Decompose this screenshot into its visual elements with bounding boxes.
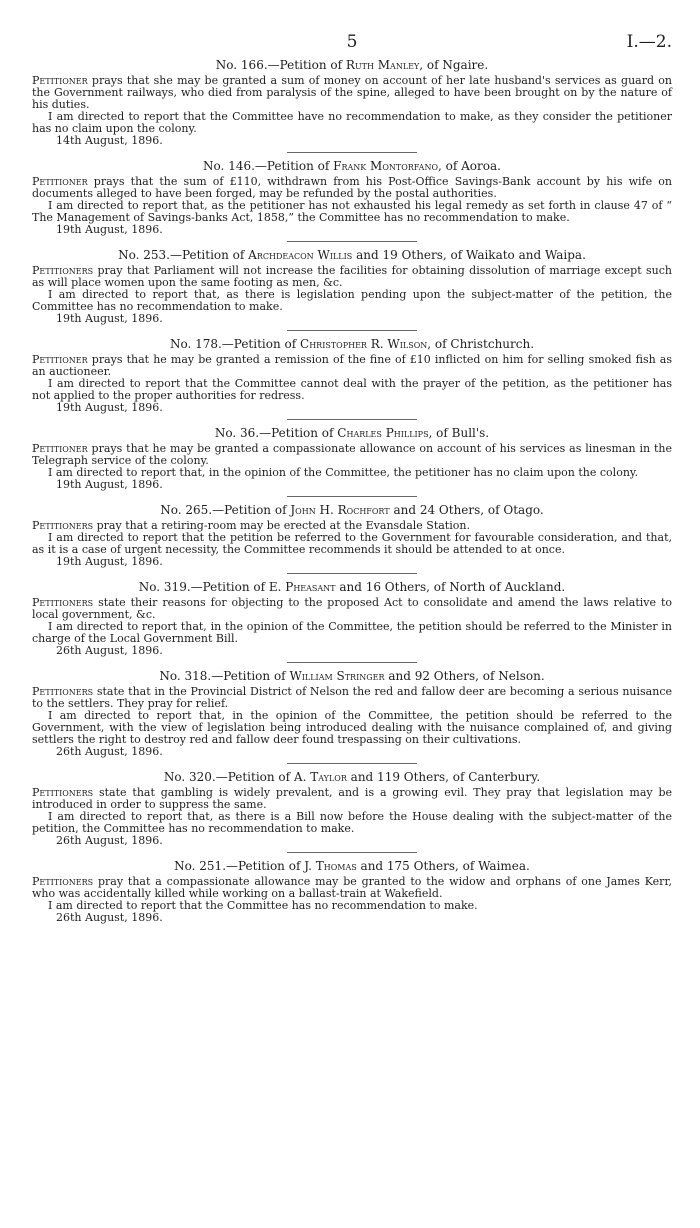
petition-entry <box>32 770 672 853</box>
page-header <box>32 30 672 52</box>
petition-title <box>32 503 672 517</box>
petition-entry <box>32 669 672 764</box>
petition-body: pray that a retiring-room may be erected at the Evansdale Station. <box>93 519 470 532</box>
petition-origin: and 19 Others, of Waikato and Waipa. <box>352 248 586 262</box>
petition-entry <box>32 159 672 242</box>
page-reference: I.—2. <box>626 32 672 52</box>
petition-list <box>32 58 672 924</box>
petition-lead-word: Petitioners <box>32 264 94 277</box>
petition-entry <box>32 58 672 153</box>
petition-title <box>32 337 672 351</box>
committee-report: I am directed to report that the Committee have no recommendation to make, as they consider the petitioner has no claim upon the colony. <box>32 110 672 135</box>
petition-origin: , of Aoroa. <box>438 159 501 173</box>
separator-rule <box>287 241 417 242</box>
petition-title <box>32 770 672 784</box>
petition-prayer <box>32 443 672 467</box>
petition-lead-word: Petitioners <box>32 685 94 698</box>
petition-date: 14th August, 1896. <box>56 134 163 147</box>
petitioner-name: Frank Montorfano <box>333 159 438 173</box>
petitioner-name: Charles Phillips <box>337 426 429 440</box>
petition-origin: and 175 Others, of Waimea. <box>356 859 530 873</box>
petition-body: prays that she may be granted a sum of money on account of her late husband's services as guard on the Government railways, who died from paralysis of the spine, alleged to have been brought on by the nature of his duties. <box>32 74 672 111</box>
petition-body: state that in the Provincial District of Nelson the red and fallow deer are becoming a serious nuisance to the settlers. They pray for relief. <box>32 685 672 710</box>
petition-date: 19th August, 1896. <box>56 478 163 491</box>
petition-entry <box>32 337 672 420</box>
petitioner-name: A. Taylor <box>293 770 347 784</box>
petitioner-name: Ruth Manley <box>345 58 420 72</box>
petition-number: No. 36.—Petition of <box>214 426 338 440</box>
petition-lead-word: Petitioners <box>32 875 94 888</box>
committee-report: I am directed to report that the Committee cannot deal with the prayer of the petition, as the petitioner has not applied to the proper authorities for redress. <box>32 377 672 402</box>
petitioner-name: William Stringer <box>289 669 385 683</box>
committee-report: I am directed to report that the petition be referred to the Government for favourable consideration, and that, as it is a case of urgent necessity, the Committee recommends it should be attended to at once. <box>32 531 672 556</box>
separator-rule <box>287 852 417 853</box>
petition-body: prays that the sum of £110, withdrawn from his Post-Office Savings-Bank account by his wife on documents alleged to have been forged, may be refunded by the postal authorities. <box>32 175 672 200</box>
petitioner-name: J. Thomas <box>304 859 357 873</box>
petitioner-name: Archdeacon Willis <box>248 248 353 262</box>
petition-origin: , of Ngaire. <box>419 58 489 72</box>
petition-origin: and 119 Others, of Canterbury. <box>346 770 541 784</box>
committee-report: I am directed to report that, in the opinion of the Committee, the petition should be referred to the Government, with the view of legislation being introduced dealing with the nuisance complained of, and giving settlers the right to destroy red and fallow deer found trespassing on their cultivations. <box>32 709 672 746</box>
petition-number: No. 265.—Petition of <box>160 503 291 517</box>
petition-title <box>32 669 672 683</box>
petition-lead-word: Petitioner <box>32 175 88 188</box>
petition-title <box>32 426 672 440</box>
petition-body: state their reasons for objecting to the proposed Act to consolidate and amend the laws relative to local government, &c. <box>32 596 672 621</box>
committee-report: I am directed to report that, in the opinion of the Committee, the petition should be referred to the Minister in charge of the Local Government Bill. <box>32 620 672 645</box>
petition-body: prays that he may be granted a compassionate allowance on account of his services as linesman in the Telegraph service of the colony. <box>32 442 672 467</box>
petition-lead-word: Petitioners <box>32 519 94 532</box>
petition-number: No. 253.—Petition of <box>118 248 249 262</box>
petition-lead-word: Petitioner <box>32 74 88 87</box>
petitioner-name: Christopher R. Wilson <box>300 337 428 351</box>
separator-rule <box>287 763 417 764</box>
petition-prayer <box>32 876 672 900</box>
petition-date: 19th August, 1896. <box>56 555 163 568</box>
petition-prayer <box>32 75 672 111</box>
petition-title <box>32 248 672 262</box>
petition-number: No. 178.—Petition of <box>169 337 301 351</box>
petition-prayer <box>32 265 672 289</box>
petition-origin: and 16 Others, of North of Auckland. <box>335 580 566 594</box>
document-page <box>32 30 672 924</box>
petition-body: pray that a compassionate allowance may be granted to the widow and orphans of one James Kerr, who was accidentally killed while working on a ballast-train at Wakefield. <box>32 875 672 900</box>
petition-prayer <box>32 176 672 200</box>
petition-date: 19th August, 1896. <box>56 223 163 236</box>
petition-date: 26th August, 1896. <box>56 745 163 758</box>
petition-origin: , of Christchurch. <box>427 337 535 351</box>
petition-number: No. 166.—Petition of <box>215 58 346 72</box>
page-number: 5 <box>346 32 358 52</box>
petition-entry <box>32 503 672 574</box>
petition-origin: and 24 Others, of Otago. <box>389 503 544 517</box>
petition-body: pray that Parliament will not increase the facilities for obtaining dissolution of marriage except such as will place women upon the same footing as men, &c. <box>32 264 672 289</box>
petitioner-name: E. Pheasant <box>268 580 336 594</box>
petition-number: No. 146.—Petition of <box>203 159 334 173</box>
petition-origin: , of Bull's. <box>428 426 490 440</box>
separator-rule <box>287 662 417 663</box>
petition-entry <box>32 859 672 924</box>
petition-body: state that gambling is widely prevalent, and is a growing evil. They pray that legislation may be introduced in order to suppress the same. <box>32 786 672 811</box>
petition-date: 26th August, 1896. <box>56 644 163 657</box>
petition-date: 19th August, 1896. <box>56 401 163 414</box>
petition-origin: and 92 Others, of Nelson. <box>384 669 545 683</box>
petition-prayer <box>32 354 672 378</box>
petition-number: No. 319.—Petition of <box>138 580 269 594</box>
petitioner-name: John H. Rochfort <box>290 503 390 517</box>
separator-rule <box>287 573 417 574</box>
petition-entry <box>32 580 672 663</box>
petition-title <box>32 58 672 72</box>
petition-title <box>32 159 672 173</box>
petition-date: 26th August, 1896. <box>56 911 163 924</box>
committee-report: I am directed to report that, in the opinion of the Committee, the petitioner has no claim upon the colony. <box>48 466 639 479</box>
petition-prayer <box>32 787 672 811</box>
petition-prayer <box>32 597 672 621</box>
petition-entry <box>32 426 672 497</box>
petition-prayer <box>32 686 672 710</box>
petition-lead-word: Petitioner <box>32 442 88 455</box>
separator-rule <box>287 152 417 153</box>
petition-date: 26th August, 1896. <box>56 834 163 847</box>
petition-lead-word: Petitioners <box>32 596 94 609</box>
petition-date: 19th August, 1896. <box>56 312 163 325</box>
committee-report: I am directed to report that, as there is a Bill now before the House dealing with the subject-matter of the petition, the Committee has no recommendation to make. <box>32 810 672 835</box>
petition-lead-word: Petitioner <box>32 353 88 366</box>
petition-body: prays that he may be granted a remission of the fine of £10 inflicted on him for selling smoked fish as an auctioneer. <box>32 353 672 378</box>
petition-lead-word: Petitioners <box>32 786 94 799</box>
committee-report: I am directed to report that, as the petitioner has not exhausted his legal remedy as set forth in clause 47 of “ The Management of Savings-banks Act, 1858,” the Committee has no recommendation to make. <box>32 199 672 224</box>
petition-title <box>32 859 672 873</box>
petition-number: No. 320.—Petition of <box>163 770 294 784</box>
petition-number: No. 251.—Petition of <box>174 859 305 873</box>
committee-report: I am directed to report that, as there is legislation pending upon the subject-matter of the petition, the Committee has no recommendation to make. <box>32 288 672 313</box>
petition-number: No. 318.—Petition of <box>159 669 290 683</box>
petition-entry <box>32 248 672 331</box>
committee-report: I am directed to report that the Committee has no recommendation to make. <box>48 899 478 912</box>
separator-rule <box>287 496 417 497</box>
separator-rule <box>287 419 417 420</box>
petition-title <box>32 580 672 594</box>
separator-rule <box>287 330 417 331</box>
